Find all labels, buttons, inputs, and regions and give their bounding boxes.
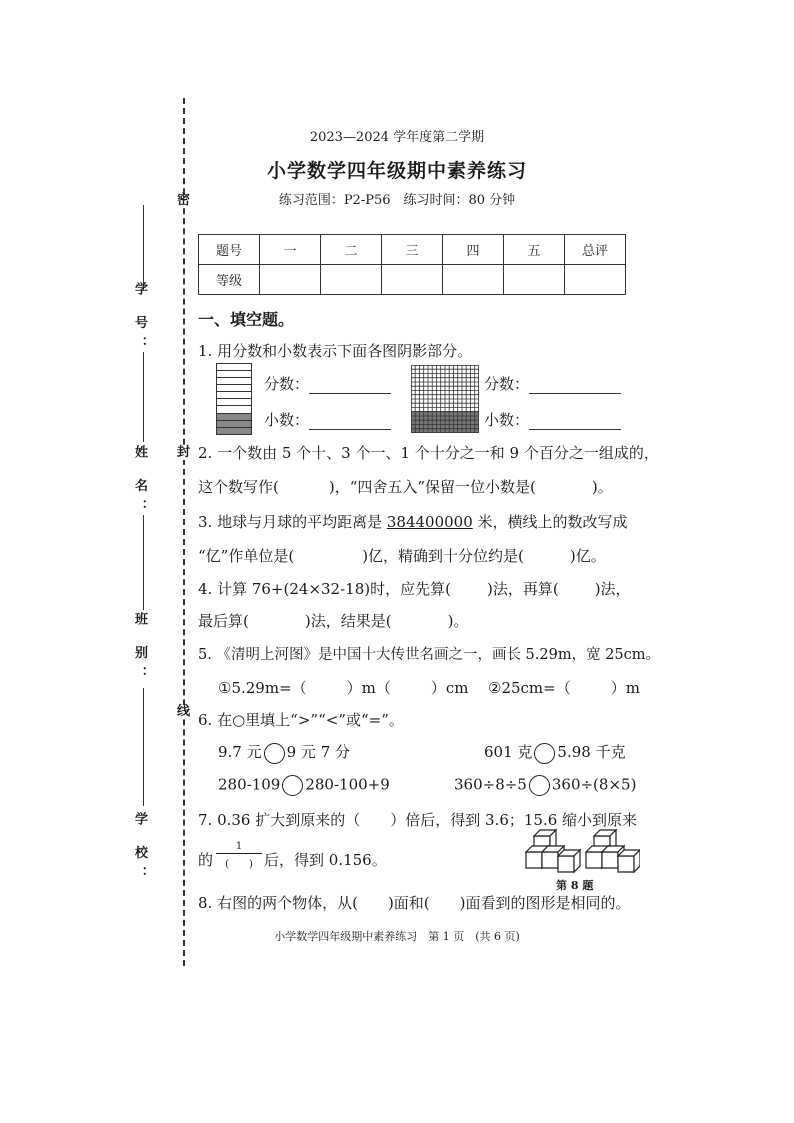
q4-text-b: )法，再算( <box>486 580 559 598</box>
q3-underlined-number: 384400000 <box>386 513 473 531</box>
compare-circle[interactable] <box>282 775 303 796</box>
cubes-figure <box>520 828 640 876</box>
binding-dashed-line <box>183 98 185 966</box>
compare-item-4 <box>454 775 636 796</box>
compare-circle[interactable] <box>534 743 555 764</box>
decimal-label-text: 小数： <box>484 411 530 429</box>
q2-text-c: )。 <box>591 478 613 496</box>
question-8 <box>198 892 631 913</box>
name-label: 姓 名： <box>132 445 147 521</box>
question-2-line-2 <box>198 476 613 497</box>
fraction-numerator: 1 <box>235 841 243 852</box>
compare-item-2 <box>484 741 626 764</box>
compare-left: 280-109 <box>218 775 281 794</box>
q8-text-a: 8. 右图的两个物体，从( <box>198 894 358 912</box>
q5-text-e: ）m <box>610 679 640 697</box>
compare-left: 601 克 <box>484 743 533 761</box>
q3-text-e: )亿。 <box>569 547 606 565</box>
table-cell: 二 <box>321 235 382 265</box>
seal-feng-char: 封 <box>177 445 191 460</box>
term-heading: 2023—2024 学年度第二学期 <box>309 130 485 145</box>
compare-right: 360÷(8×5) <box>551 775 637 794</box>
question-2-line-1: 2. 一个数由 5 个十、3 个一、1 个十分之一和 9 个百分之一组成的， <box>198 444 659 462</box>
class-line[interactable] <box>143 515 144 610</box>
q2-text-a: 这个数写作( <box>198 478 279 496</box>
fraction-label <box>264 373 391 394</box>
decimal-label-2 <box>484 409 621 430</box>
fraction-label-text: 分数： <box>484 375 530 393</box>
fraction-denominator[interactable]: ( ) <box>225 859 253 870</box>
question-4-line-2 <box>198 610 468 631</box>
q5-text-c: ）cm <box>430 679 469 697</box>
compare-item-1 <box>218 741 350 764</box>
fraction-answer-blank-1[interactable] <box>309 377 391 394</box>
school-line[interactable] <box>143 688 144 806</box>
table-cell: 等级 <box>199 265 260 295</box>
page-footer: 小学数学四年级期中素养练习 第 1 页 (共 6 页) <box>274 930 520 943</box>
compare-right: 280-100+9 <box>305 775 390 794</box>
name-line[interactable] <box>143 352 144 442</box>
hundredths-grid-figure <box>411 365 479 433</box>
exam-scope: 练习范围：P2-P56 练习时间：80 分钟 <box>278 193 516 208</box>
q3-text-b: 米，横线上的数改写成 <box>472 513 628 531</box>
question-7-line-2-start: 的 <box>198 851 214 869</box>
table-cell: 总评 <box>565 235 626 265</box>
decimal-label-text: 小数： <box>264 411 310 429</box>
fraction-label-text: 分数： <box>264 375 310 393</box>
compare-circle[interactable] <box>264 743 285 764</box>
question-3-line-1 <box>198 511 628 532</box>
q3-text-c: “亿”作单位是( <box>198 547 295 565</box>
question-5-part-1 <box>218 677 469 698</box>
compare-item-3 <box>218 775 390 796</box>
q4-text-c: )法， <box>594 580 631 598</box>
compare-circle[interactable] <box>529 775 550 796</box>
grade-cell[interactable] <box>443 265 504 295</box>
fraction-label-2 <box>484 373 621 394</box>
section-title: 一、填空题。 <box>198 310 295 329</box>
table-cell: 一 <box>260 235 321 265</box>
seal-xian-char: 线 <box>177 704 191 719</box>
tenths-bar-figure <box>216 363 252 435</box>
q5-text-b: ）m（ <box>346 679 391 697</box>
grade-cell[interactable] <box>321 265 382 295</box>
compare-right: 9 元 7 分 <box>286 743 351 761</box>
fraction-answer-blank-2[interactable] <box>529 377 621 394</box>
grade-cell[interactable] <box>565 265 626 295</box>
q2-text-b: )，“四舍五入”保留一位小数是( <box>328 478 536 496</box>
question-1: 1. 用分数和小数表示下面各图阴影部分。 <box>198 342 473 360</box>
q8-text-c: )面看到的图形是相同的。 <box>459 894 631 912</box>
table-cell: 题号 <box>199 235 260 265</box>
q7-text-b: ）倍后，得到 3.6；15.6 缩小到原来 <box>390 811 638 829</box>
class-label: 班 别： <box>132 612 147 688</box>
decimal-label <box>264 409 391 430</box>
grade-cell[interactable] <box>260 265 321 295</box>
compare-right: 5.98 千克 <box>557 743 626 761</box>
q3-text-d: )亿，精确到十分位约是( <box>362 547 524 565</box>
decimal-answer-blank-1[interactable] <box>309 413 391 430</box>
table-cell: 四 <box>443 235 504 265</box>
q7-text-a: 7. 0.36 扩大到原来的（ <box>198 811 361 829</box>
compare-left: 360÷8÷5 <box>454 775 527 794</box>
q5-text-d: ②25cm=（ <box>488 679 571 697</box>
question-4-line-1 <box>198 578 631 599</box>
grade-cell[interactable] <box>382 265 443 295</box>
student-id-label: 学 号： <box>132 282 147 358</box>
score-table-header-row <box>199 235 626 265</box>
seal-mi-char: 密 <box>177 193 191 208</box>
question-3-line-2 <box>198 545 606 566</box>
score-table <box>198 234 626 295</box>
question-5-line-1: 5. 《清明上河图》是中国十大传世名画之一，画长 5.29m，宽 25cm。 <box>198 647 661 663</box>
q4-text-a: 4. 计算 76+(24×32-18)时，应先算( <box>198 580 451 598</box>
fraction <box>216 841 262 870</box>
q4-text-e: )法，结果是( <box>304 612 392 630</box>
question-7-line-2-end: 后，得到 0.156。 <box>264 851 387 869</box>
q5-text-a: ①5.29m=（ <box>218 679 307 697</box>
table-cell: 五 <box>504 235 565 265</box>
q4-text-d: 最后算( <box>198 612 249 630</box>
fraction-bar <box>216 853 262 854</box>
school-label: 学 校： <box>132 812 147 888</box>
student-id-line[interactable] <box>143 205 144 290</box>
compare-left: 9.7 元 <box>218 743 262 761</box>
q4-text-f: )。 <box>447 612 469 630</box>
question-6: 6. 在○里填上“>”“<”或“=”。 <box>198 711 404 729</box>
score-table-grade-row <box>199 265 626 295</box>
question-5-part-2 <box>488 677 640 698</box>
figure-caption: 第 8 题 <box>556 879 594 892</box>
page-title: 小学数学四年级期中素养练习 <box>266 160 527 182</box>
table-cell: 三 <box>382 235 443 265</box>
q3-text-a: 3. 地球与月球的平均距离是 <box>198 513 387 531</box>
question-7-line-1 <box>198 809 637 830</box>
grade-cell[interactable] <box>504 265 565 295</box>
decimal-answer-blank-2[interactable] <box>529 413 621 430</box>
q8-text-b: )面和( <box>387 894 430 912</box>
